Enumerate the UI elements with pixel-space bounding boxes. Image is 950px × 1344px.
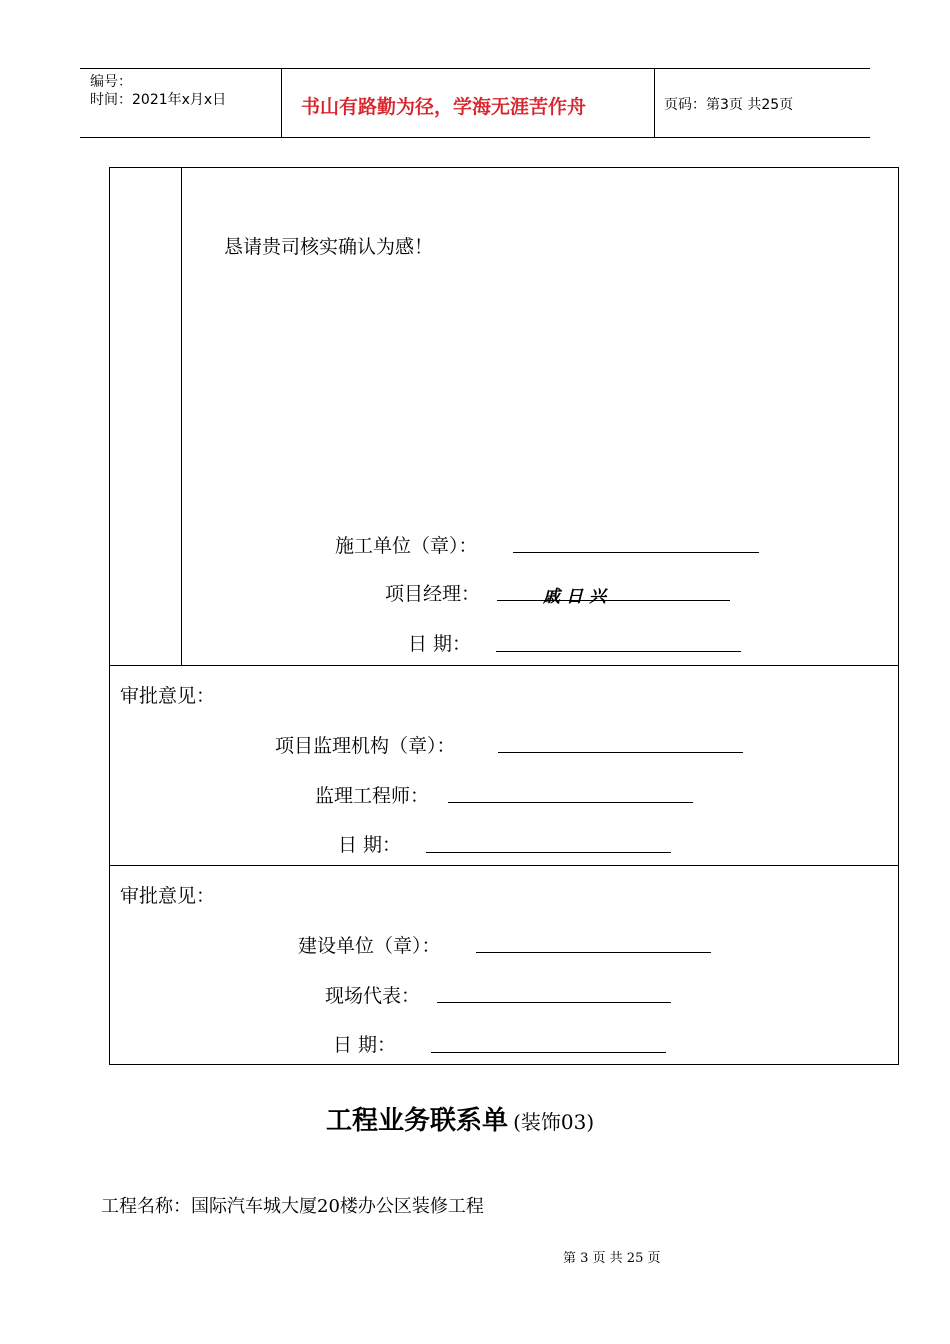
approval-table xyxy=(109,167,899,1065)
contractor-signature-line xyxy=(513,552,759,553)
page-footer: 第 3 页 共 25 页 xyxy=(563,1251,661,1266)
date-label: 日 期： xyxy=(408,633,472,655)
header-motto: 书山有路勤为径，学海无涯苦作舟 xyxy=(301,96,587,118)
approval-label: 审批意见： xyxy=(120,885,216,907)
engineer-signature-line xyxy=(448,802,693,803)
date-line xyxy=(426,852,671,853)
manager-signature-line xyxy=(497,600,730,601)
date-line xyxy=(496,651,741,652)
request-text: 恳请贵司核实确认为感！ xyxy=(224,236,434,258)
form-title: 工程业务联系单 xyxy=(326,1106,509,1136)
header-page-info: 页码：第3页 共25页 xyxy=(664,97,794,113)
form-subtitle: (装饰03) xyxy=(513,1110,595,1134)
manager-label: 项目经理： xyxy=(385,583,481,605)
page-header xyxy=(80,68,870,138)
date-label: 日 期： xyxy=(333,1034,397,1056)
supervision-label: 项目监理机构（章）： xyxy=(275,735,456,757)
form-title-block xyxy=(326,1100,594,1137)
header-time-label: 时间：2021年x月x日 xyxy=(90,92,227,108)
date-line xyxy=(431,1052,666,1053)
table-column-divider xyxy=(181,167,182,665)
supervision-signature-line xyxy=(498,752,743,753)
owner-signature-line xyxy=(476,952,711,953)
owner-label: 建设单位（章）： xyxy=(298,935,441,957)
rep-label: 现场代表： xyxy=(325,985,421,1007)
table-row-divider xyxy=(109,665,899,666)
approval-label: 审批意见： xyxy=(120,685,216,707)
date-label: 日 期： xyxy=(338,834,402,856)
project-name: 工程名称：国际汽车城大厦20楼办公区装修工程 xyxy=(101,1196,484,1217)
rep-signature-line xyxy=(437,1002,671,1003)
table-row-divider xyxy=(109,865,899,866)
header-number-label: 编号： xyxy=(90,74,132,90)
contractor-label: 施工单位（章）： xyxy=(335,535,478,557)
manager-signature: 戚日兴 xyxy=(543,587,612,607)
header-divider xyxy=(281,69,282,137)
header-divider xyxy=(654,69,655,137)
engineer-label: 监理工程师： xyxy=(315,785,430,807)
